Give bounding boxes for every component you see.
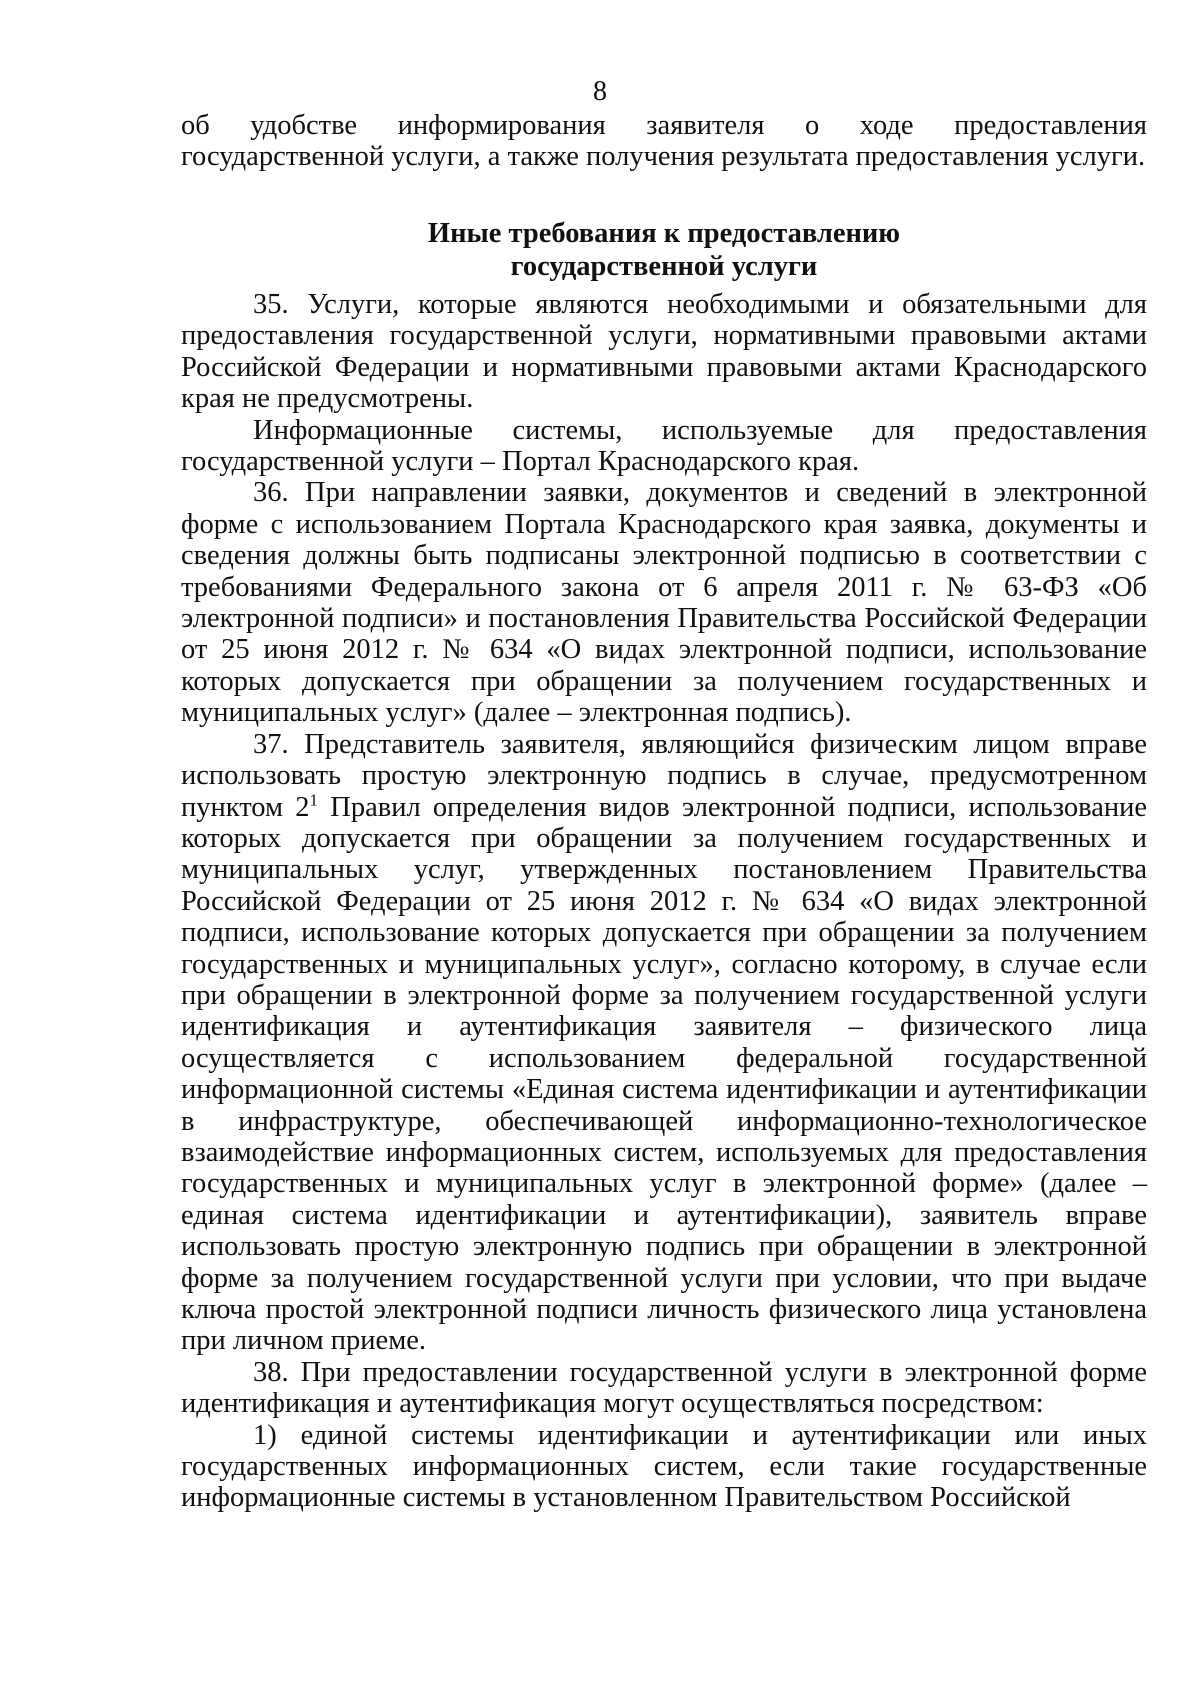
- paragraph-information-systems: Информационные системы, используемые для предоставления государственной услуги – Портал Краснодарского края.: [181, 414, 1147, 478]
- section-heading-line-1: Иные требования к предоставлению: [427, 218, 901, 249]
- intro-paragraph: об удобстве информирования заявителя о ходе предоставления государственной услуги, а также получения результата предоставления услуги.: [181, 110, 1147, 173]
- section-heading-line-2: государственной услуги: [510, 251, 818, 282]
- paragraph-37-part-2: Правил определения видов электронной подписи, использование которых допускается при обращении за получением государственных и муниципальных услуг, утвержденных постановлением Правительства Российской Федерации от 25 июня 2012 г. № 634 «О видах электронной подписи, использование которых допускается при обращении за получением государственных и муниципальных услуг», согласно которому, в случае если при обращении в электронной форме за получением государственной услуги идентификация и аутентификация заявителя – физического лица осуществляется с использованием федеральной государственной информационной системы «Единая система идентификации и аутентификации в инфраструктуре, обеспечивающей информационно-технологическое взаимодействие информационных систем, используемых для предоставления государственных и муниципальных услуг в электронной форме» (далее – единая система идентификации и аутентификации), заявитель вправе использовать простую электронную подпись при обращении в электронной форме за получением государственной услуги при условии, что при выдаче ключа простой электронной подписи личность физического лица установлена при личном приеме.: [181, 791, 1148, 1357]
- paragraph-38-item-1: 1) единой системы идентификации и аутентификации или иных государственных информационных систем, если такие государственные информационные системы в установленном Правительством Российской: [181, 1419, 1147, 1514]
- intro-paragraph-block: [181, 110, 1147, 173]
- paragraph-37-superscript: 1: [309, 790, 319, 809]
- paragraph-37: [181, 729, 1147, 1357]
- paragraph-35: 35. Услуги, которые являются необходимыми и обязательными для предоставления государственной услуги, нормативными правовыми актами Российской Федерации и нормативными правовыми актами Краснодарского края не предусмотрены.: [181, 289, 1147, 415]
- paragraph-37-part-1: 37. Представитель заявителя, являющийся физическим лицом вправе использовать простую электронную подпись в случае, предусмотренном пунктом 2: [181, 728, 1147, 823]
- paragraph-36: 36. При направлении заявки, документов и сведений в электронной форме с использованием Портала Краснодарского края заявка, документы и сведения должны быть подписаны электронной подписью в соответствии с требованиями Федерального закона от 6 апреля 2011 г. № 63-ФЗ «Об электронной подписи» и постановления Правительства Российской Федерации от 25 июня 2012 г. № 634 «О видах электронной подписи, использование которых допускается при обращении за получением государственных и муниципальных услуг» (далее – электронная подпись).: [181, 477, 1147, 729]
- paragraph-38: 38. При предоставлении государственной услуги в электронной форме идентификация и аутентификация могут осуществляться посредством:: [181, 1356, 1147, 1420]
- page-number: 8: [593, 76, 607, 107]
- section-heading: [181, 217, 1147, 283]
- body-text: [181, 289, 1147, 1514]
